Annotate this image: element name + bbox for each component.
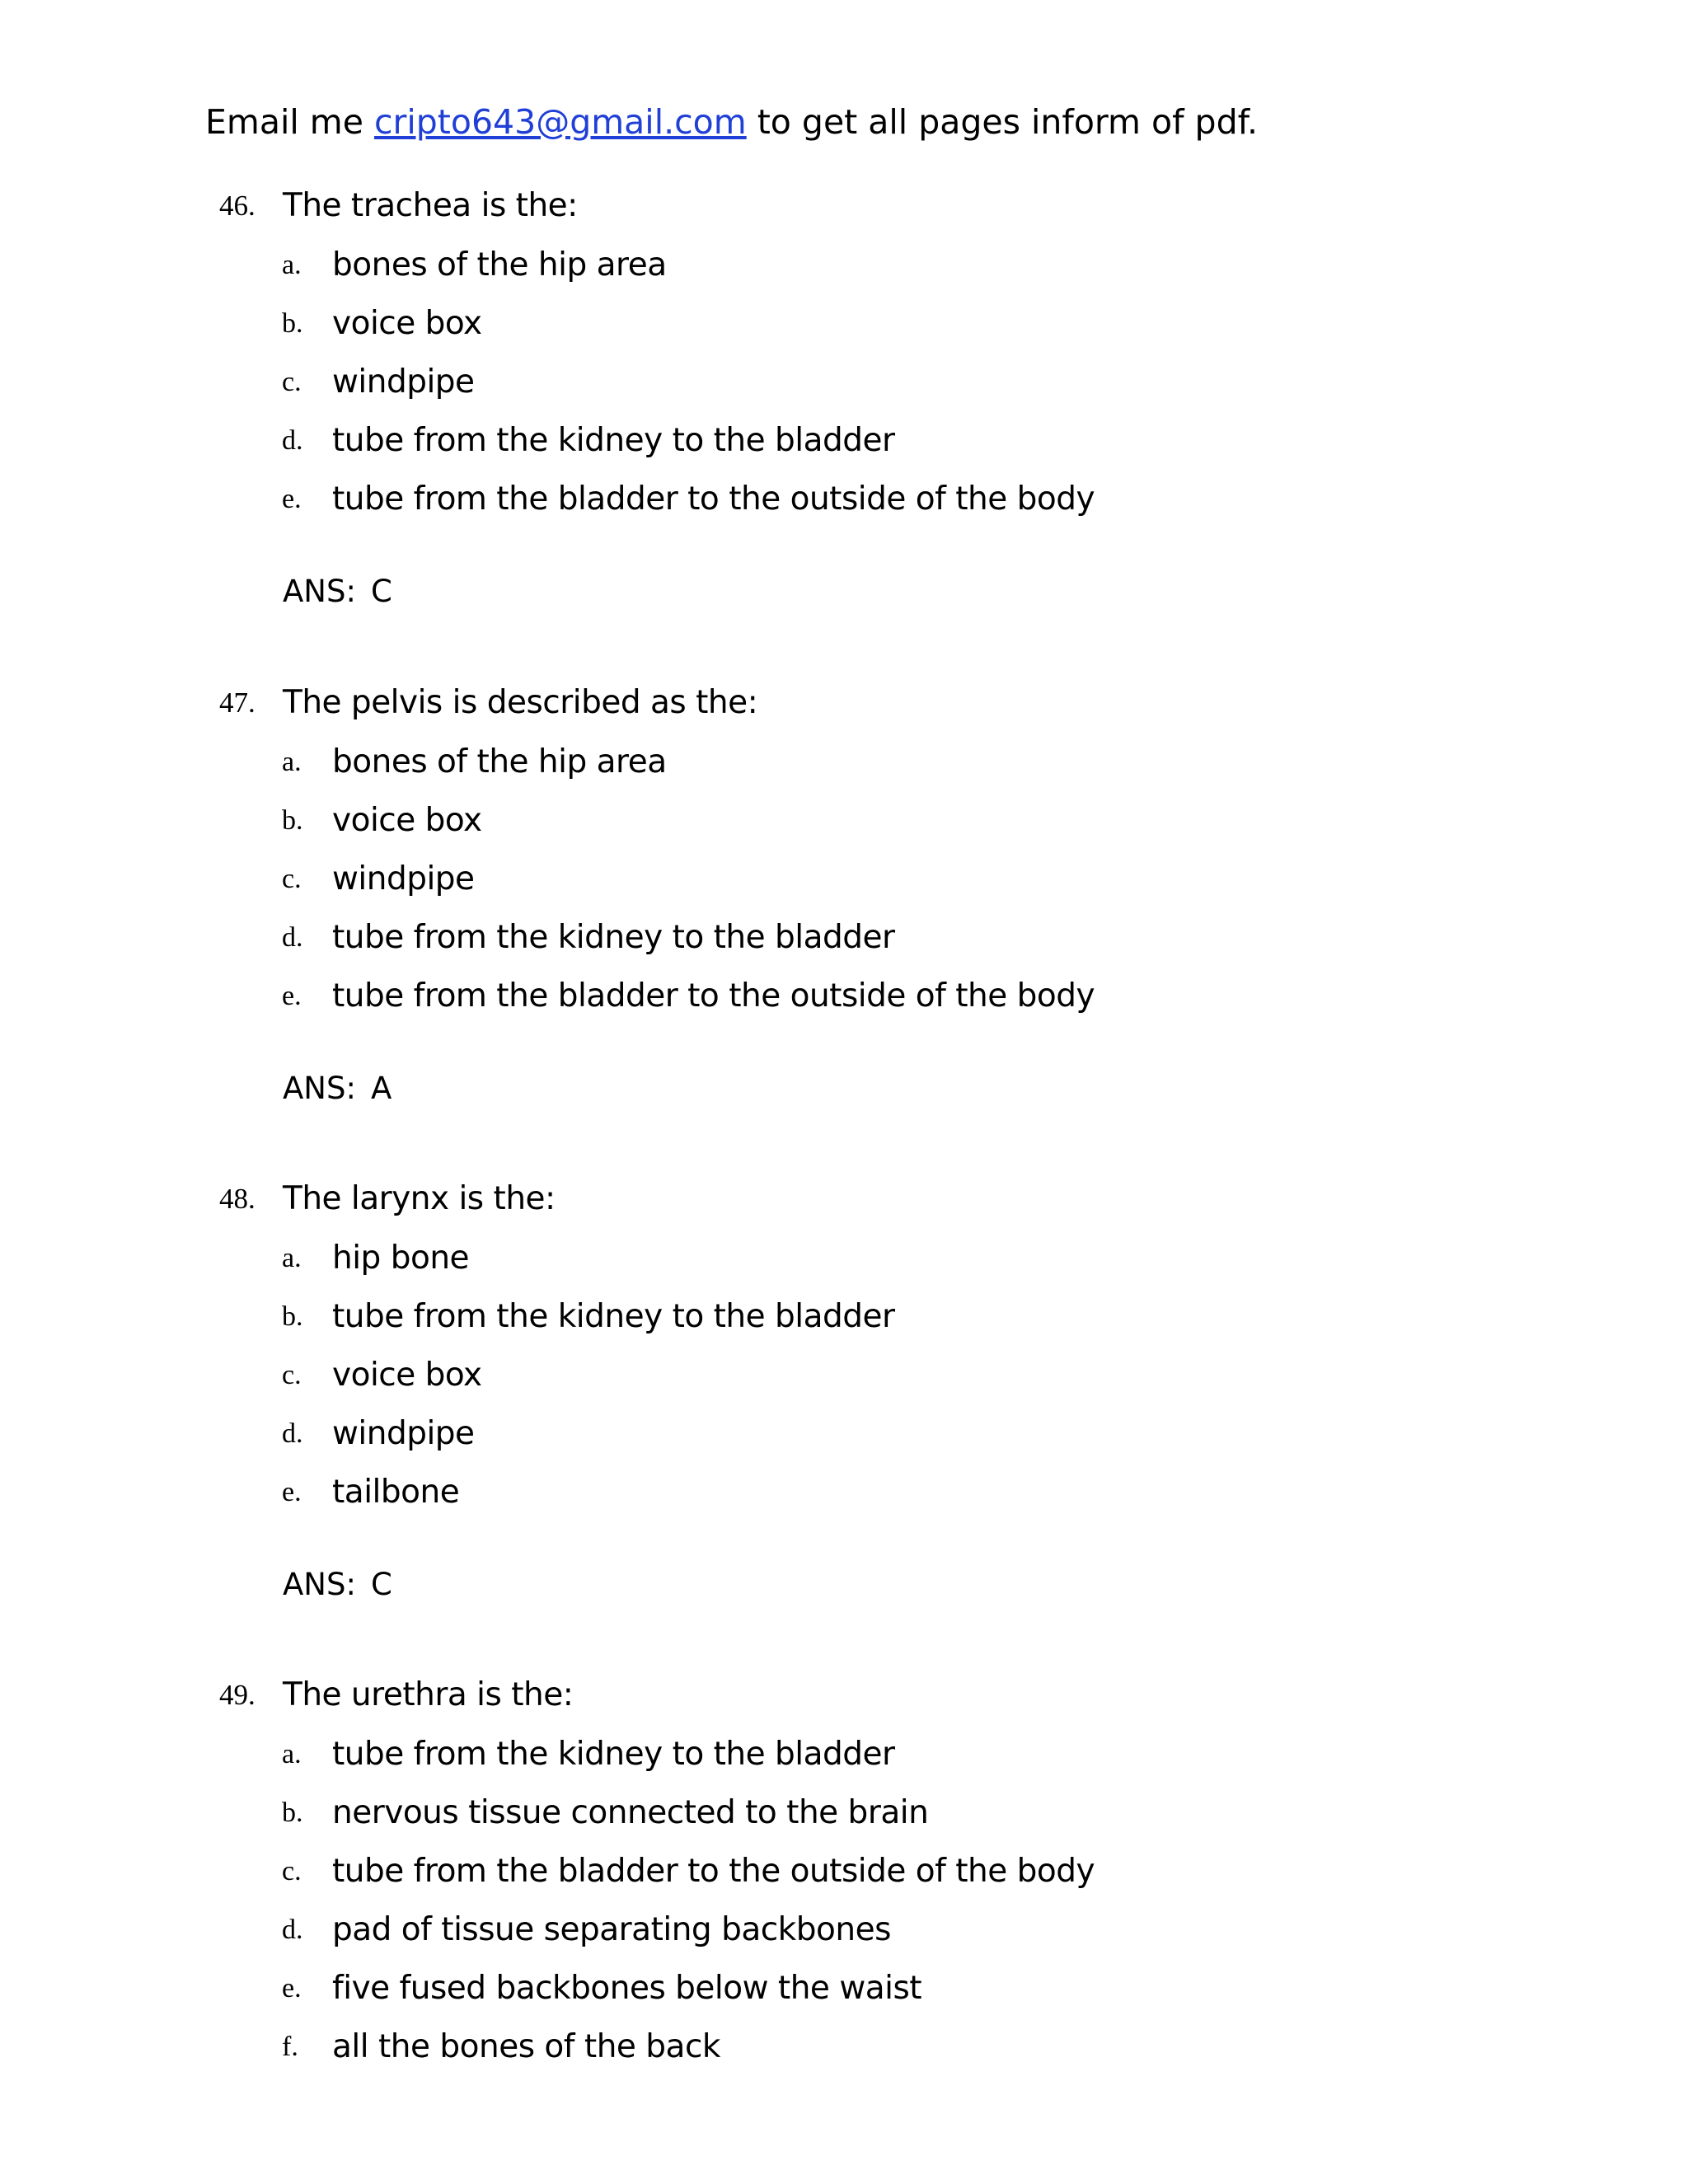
option-b [0, 796, 1688, 846]
option-letter: e. [282, 484, 302, 514]
question-number: 49. [219, 1679, 256, 1711]
answer-line [283, 567, 392, 616]
answer-value: A [370, 1071, 392, 1106]
option-letter: d. [282, 1418, 303, 1449]
option-text: windpipe [332, 860, 475, 898]
option-text: tailbone [332, 1474, 460, 1511]
option-letter: a. [282, 1739, 302, 1769]
option-letter: b. [282, 1797, 303, 1828]
option-text: nervous tissue connected to the brain [332, 1794, 929, 1831]
option-text: bones of the hip area [332, 246, 667, 284]
question-text: The urethra is the: [283, 1676, 574, 1713]
option-letter: a. [282, 747, 302, 777]
option-a [0, 241, 1688, 290]
option-b [0, 1292, 1688, 1342]
option-a [0, 1234, 1688, 1283]
email-notice-prefix: Email me [205, 102, 374, 142]
option-letter: c. [282, 864, 302, 894]
option-letter: a. [282, 250, 302, 280]
email-notice [205, 97, 1258, 147]
option-text: windpipe [332, 1415, 475, 1452]
answer-label: ANS: [283, 574, 356, 609]
answer-label: ANS: [283, 1071, 356, 1106]
answer-value: C [370, 1567, 392, 1602]
option-letter: d. [282, 1915, 303, 1945]
option-text: bones of the hip area [332, 743, 667, 780]
option-d [0, 913, 1688, 963]
question-text: The pelvis is described as the: [283, 684, 758, 721]
question-number: 47. [219, 687, 256, 719]
question-number: 48. [219, 1183, 256, 1215]
option-letter: d. [282, 922, 303, 953]
option-text: tube from the kidney to the bladder [332, 1298, 895, 1335]
option-c [0, 358, 1688, 407]
option-e [0, 1468, 1688, 1517]
option-d [0, 1905, 1688, 1955]
option-letter: b. [282, 805, 303, 836]
option-letter: d. [282, 425, 303, 456]
option-text: windpipe [332, 363, 475, 401]
option-letter: b. [282, 308, 303, 339]
question-text: The larynx is the: [283, 1180, 556, 1217]
option-letter: b. [282, 1301, 303, 1332]
option-letter: e. [282, 1973, 302, 2004]
option-letter: f. [282, 2032, 298, 2062]
option-letter: a. [282, 1243, 302, 1273]
email-link[interactable]: cripto643@gmail.com [373, 102, 747, 142]
question-text: The trachea is the: [283, 187, 578, 224]
email-notice-suffix: to get all pages inform of pdf. [746, 102, 1259, 142]
option-c [0, 1847, 1688, 1896]
option-b [0, 1788, 1688, 1838]
answer-value: C [370, 574, 392, 609]
option-d [0, 1409, 1688, 1459]
option-text: tube from the kidney to the bladder [332, 1736, 895, 1773]
option-e [0, 475, 1688, 524]
option-a [0, 1730, 1688, 1779]
option-letter: c. [282, 367, 302, 397]
option-text: hip bone [332, 1240, 470, 1277]
option-a [0, 738, 1688, 787]
option-text: tube from the bladder to the outside of the body [332, 480, 1095, 518]
option-text: voice box [332, 1357, 482, 1394]
option-e [0, 972, 1688, 1021]
option-text: tube from the bladder to the outside of the body [332, 1853, 1095, 1890]
option-c [0, 855, 1688, 904]
option-text: all the bones of the back [332, 2028, 720, 2065]
option-text: five fused backbones below the waist [332, 1970, 922, 2007]
option-b [0, 299, 1688, 349]
option-letter: e. [282, 981, 302, 1011]
option-text: tube from the bladder to the outside of the body [332, 977, 1095, 1015]
answer-line [283, 1560, 392, 1610]
option-c [0, 1351, 1688, 1400]
question-number: 46. [219, 190, 256, 222]
option-f [0, 2022, 1688, 2072]
option-text: voice box [332, 305, 482, 342]
option-text: pad of tissue separating backbones [332, 1911, 891, 1948]
option-letter: e. [282, 1477, 302, 1507]
option-e [0, 1964, 1688, 2013]
option-text: tube from the kidney to the bladder [332, 422, 895, 459]
option-text: voice box [332, 802, 482, 839]
answer-label: ANS: [283, 1567, 356, 1602]
option-d [0, 416, 1688, 466]
option-letter: c. [282, 1856, 302, 1886]
option-letter: c. [282, 1360, 302, 1390]
option-text: tube from the kidney to the bladder [332, 919, 895, 956]
answer-line [283, 1064, 392, 1113]
